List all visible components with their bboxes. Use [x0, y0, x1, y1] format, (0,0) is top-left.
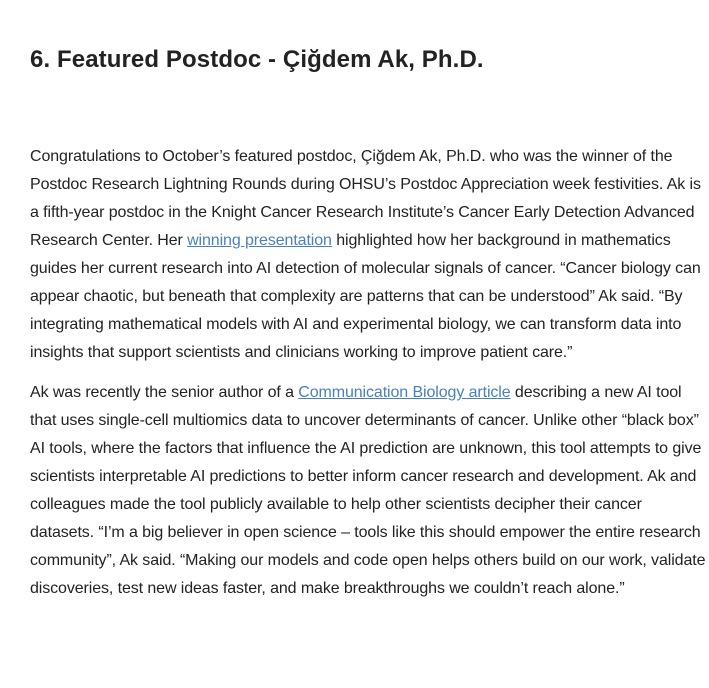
paragraph-research-text-before: Ak was recently the senior author of a [30, 384, 299, 401]
paragraph-research-text-after: describing a new AI tool that uses single-cell multiomics data to uncover determinants of cancer. Unlike other “black box” AI tools, where the factors that influence the AI prediction are unknown, this tool attempts to give scientists interpretable AI predictions to better inform cancer research and development. Ak and colleagues made the tool publicly available to help other scientists decipher their cancer datasets. “I’m a big believer in open science – tools like this should empower the entire research community”, Ak said. “Making our models and code open helps others build on our work, validate discoveries, test new ideas faster, and make breakthroughs we couldn’t reach alone.” [30, 384, 706, 597]
paragraph-intro [30, 143, 709, 367]
communication-biology-article-link[interactable]: Communication Biology article [298, 384, 511, 401]
paragraph-research [30, 379, 709, 603]
winning-presentation-link[interactable]: winning presentation [187, 232, 332, 249]
paragraph-intro-text-before: Congratulations to October’s featured postdoc, Çiğdem Ak, Ph.D. who was the winner of the Postdoc Research Lightning Rounds during OHSU’s Postdoc Appreciation week festivities. Ak is a fifth-year postdoc in the Knight Cancer Research Institute’s Cancer Early Detection Advanced Research Center. Her [30, 148, 701, 249]
paragraph-intro-text-after: highlighted how her background in mathematics guides her current research into AI detection of molecular signals of cancer. “Cancer biology can appear chaotic, but beneath that complexity are patterns that can be understood” Ak said. “By integrating mathematical models with AI and experimental biology, we can transform data into insights that support scientists and clinicians working to improve patient care.” [30, 232, 701, 361]
section-heading: 6. Featured Postdoc - Çiğdem Ak, Ph.D. [30, 46, 484, 73]
